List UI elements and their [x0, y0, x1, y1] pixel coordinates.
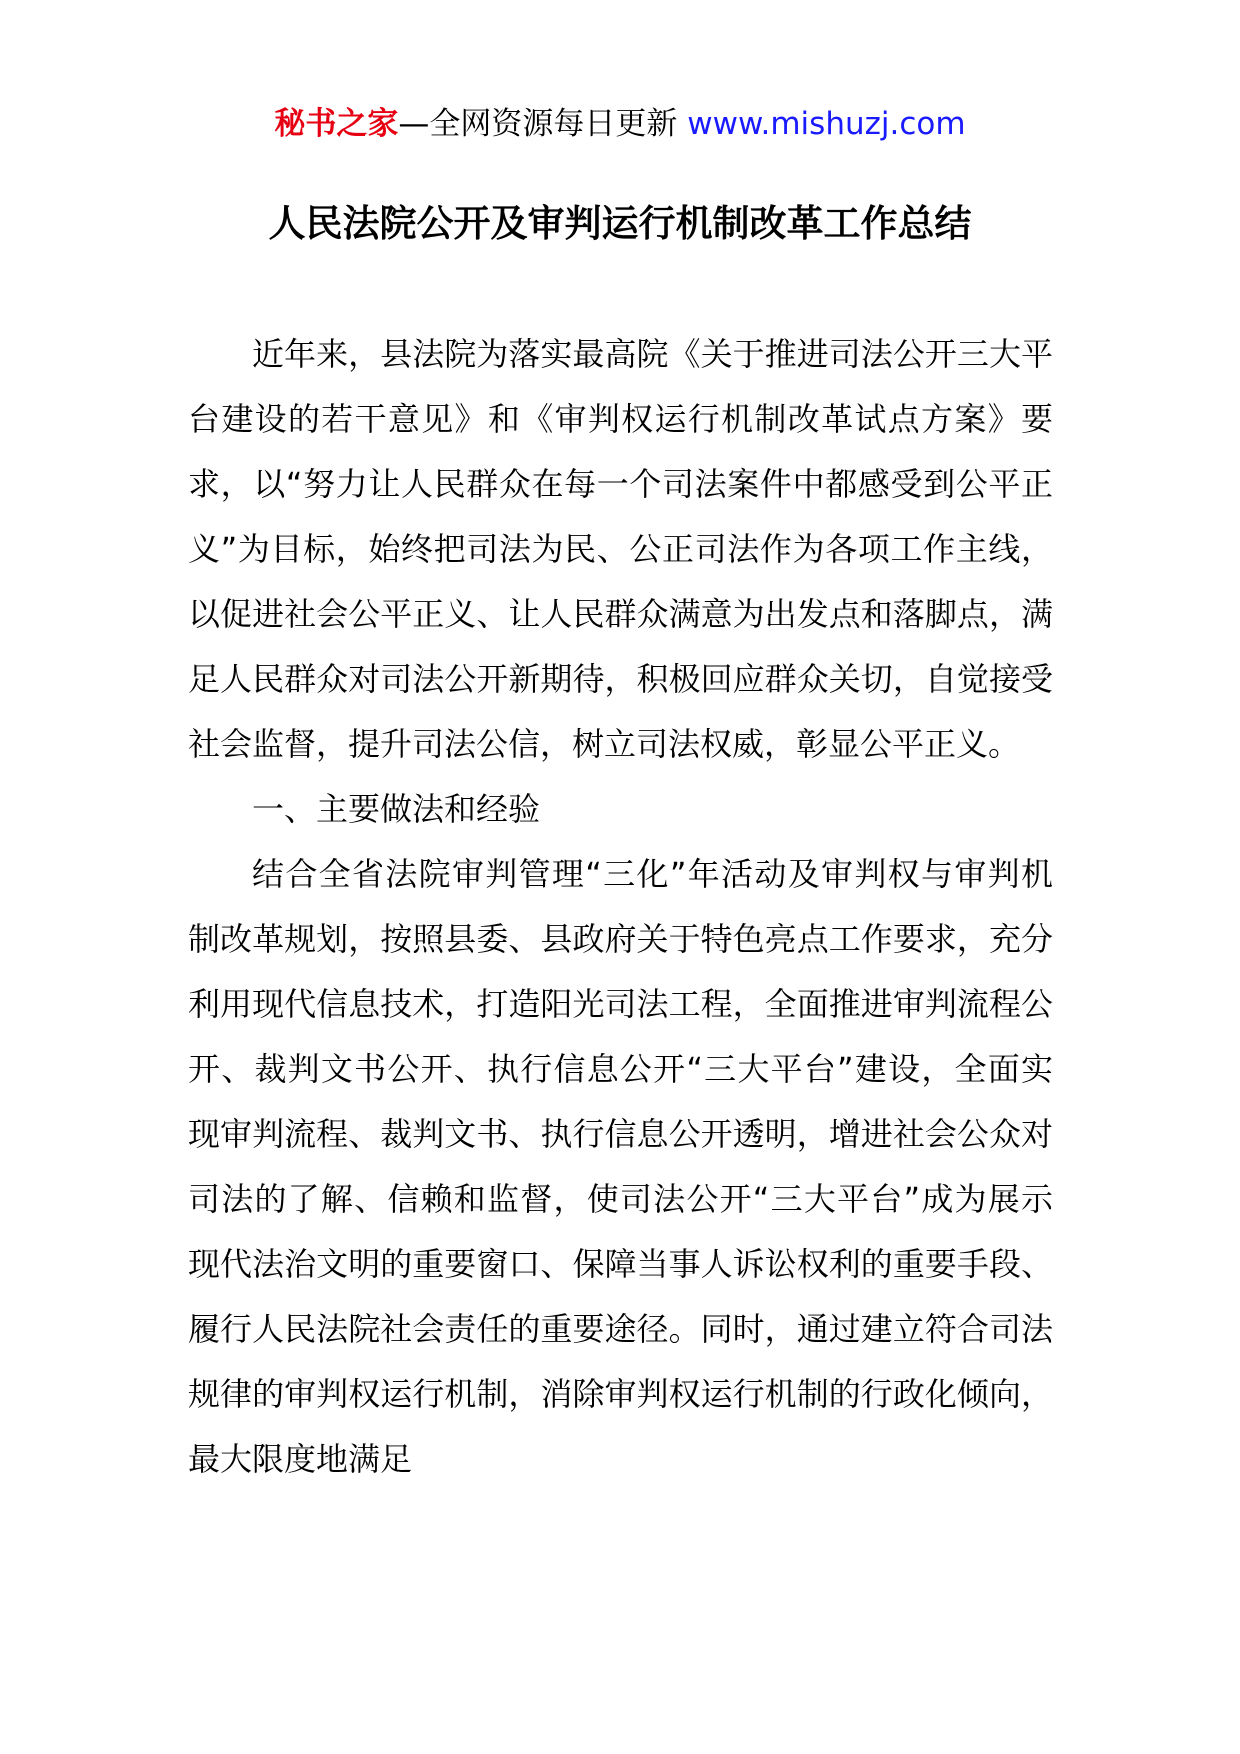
- section-heading: 一、主要做法和经验: [252, 790, 541, 828]
- brand-name: 秘书之家: [274, 106, 399, 142]
- document-title: 人民法院公开及审判运行机制改革工作总结: [268, 202, 972, 245]
- body-paragraph: 近年来，县法院为落实最高院《关于推进司法公开三大平台建设的若干意见》和《审判权运行机制改革试点方案》要求，以“努力让人民群众在每一个司法案件中都感受到公平正义”为目标，始终把司法为民、公正司法作为各项工作主线，以促进社会公平正义、让人民群众满意为出发点和落脚点，满足人民群众对司法公开新期待，积极回应群众关切，自觉接受社会监督，提升司法公信，树立司法权威，彰显公平正义。: [188, 335, 1053, 763]
- banner-tagline: —全网资源每日更新: [398, 106, 678, 142]
- site-url-link[interactable]: www.mishuzj.com: [687, 106, 966, 142]
- site-banner: [0, 100, 1240, 148]
- document-body: [188, 322, 1053, 1492]
- body-paragraph: 结合全省法院审判管理“三化”年活动及审判权与审判机制改革规划，按照县委、县政府关于特色亮点工作要求，充分利用现代信息技术，打造阳光司法工程，全面推进审判流程公开、裁判文书公开、执行信息公开“三大平台”建设，全面实现审判流程、裁判文书、执行信息公开透明，增进社会公众对司法的了解、信赖和监督，使司法公开“三大平台”成为展示现代法治文明的重要窗口、保障当事人诉讼权利的重要手段、履行人民法院社会责任的重要途径。同时，通过建立符合司法规律的审判权运行机制，消除审判权运行机制的行政化倾向，最大限度地满足: [188, 855, 1053, 1478]
